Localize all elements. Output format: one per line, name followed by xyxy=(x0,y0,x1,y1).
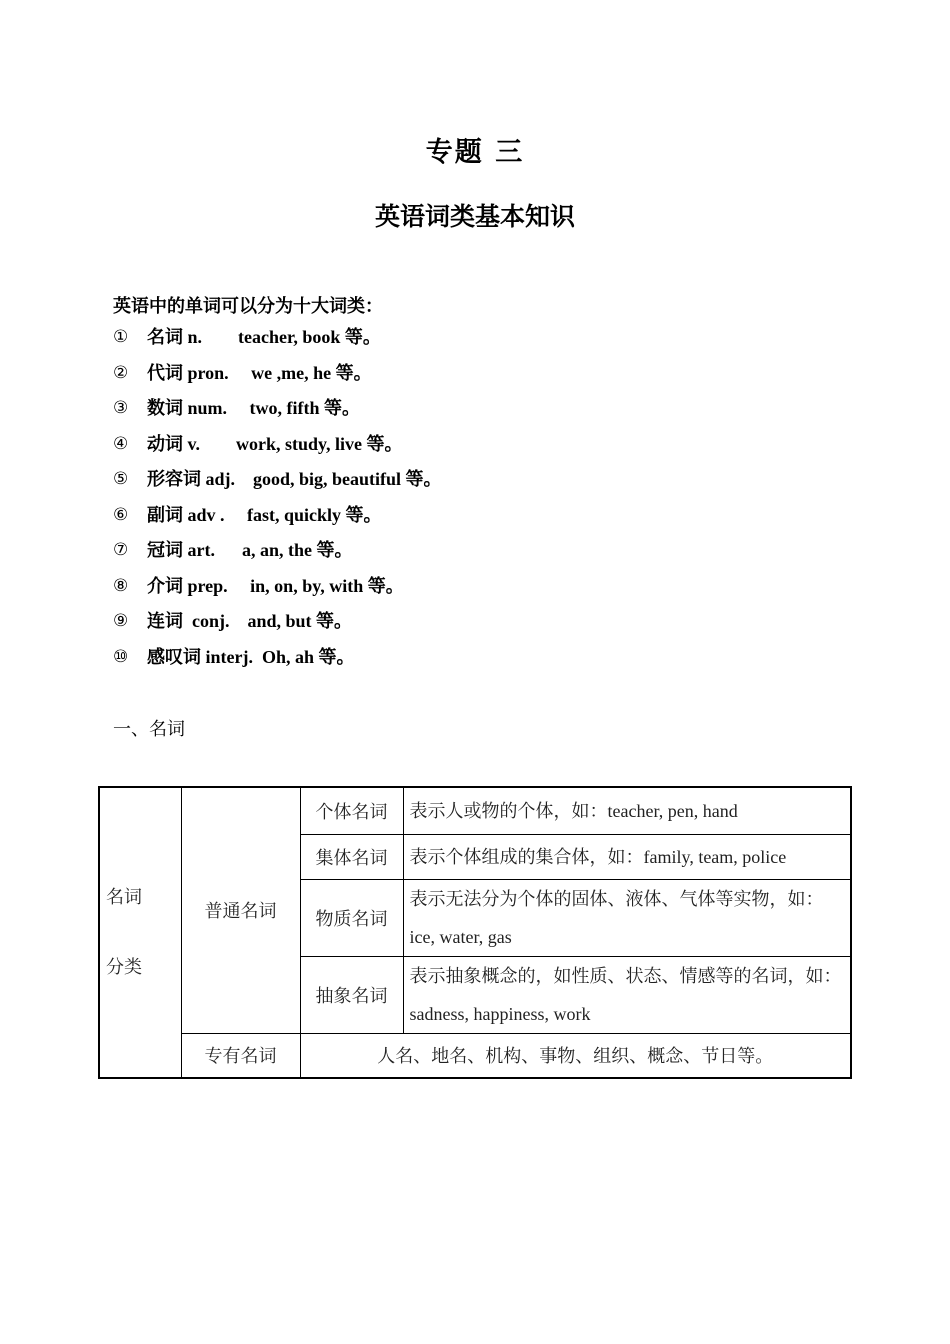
list-number: ② xyxy=(113,362,129,383)
list-item xyxy=(113,394,442,430)
list-item xyxy=(113,323,442,359)
list-text: 动词 v. work, study, live 等。 xyxy=(147,433,403,454)
noun-type-cell: 抽象名词 xyxy=(300,956,403,1033)
list-text: 冠词 art. a, an, the 等。 xyxy=(147,540,353,560)
page-subtitle: 英语词类基本知识 xyxy=(374,202,575,231)
list-number: ⑩ xyxy=(113,646,129,667)
list-item xyxy=(113,465,442,501)
list-number: ⑨ xyxy=(113,611,129,631)
list-item xyxy=(113,359,442,395)
list-number: ⑤ xyxy=(113,469,129,489)
list-item xyxy=(113,430,442,466)
list-text: 代词 pron. we ,me, he 等。 xyxy=(147,362,372,383)
list-number: ⑧ xyxy=(113,575,129,596)
noun-type-cell: 集体名词 xyxy=(300,834,403,879)
proper-noun-cell: 专有名词 xyxy=(181,1033,300,1078)
list-text: 感叹词 interj. Oh, ah 等。 xyxy=(147,646,355,667)
list-number: ⑥ xyxy=(113,504,129,525)
category-cell xyxy=(99,787,181,1078)
intro-text: 英语中的单词可以分为十大词类： xyxy=(113,296,383,317)
list-text: 连词 conj. and, but 等。 xyxy=(147,611,353,631)
noun-type-cell: 个体名词 xyxy=(300,787,403,834)
list-text: 名词 n. teacher, book 等。 xyxy=(147,327,381,347)
list-text: 副词 adv . fast, quickly 等。 xyxy=(147,504,382,525)
list-text: 形容词 adj. good, big, beautiful 等。 xyxy=(147,469,442,489)
proper-noun-desc-cell: 人名、地名、机构、事物、组织、概念、节日等。 xyxy=(300,1033,851,1078)
noun-desc-cell: 表示人或物的个体，如：teacher, pen, hand xyxy=(403,787,851,834)
noun-desc-cell: 表示个体组成的集合体，如：family, team, police xyxy=(403,834,851,879)
list-number: ⑦ xyxy=(113,540,129,560)
list-item xyxy=(113,607,442,643)
list-item xyxy=(113,572,442,608)
section-heading: 一、名词 xyxy=(113,719,185,740)
list-text: 数词 num. two, fifth 等。 xyxy=(147,398,361,418)
list-number: ① xyxy=(113,327,129,347)
parts-of-speech-list xyxy=(113,323,442,678)
common-noun-cell: 普通名词 xyxy=(181,787,300,1033)
category-label-line1: 名词 xyxy=(106,886,142,908)
list-number: ④ xyxy=(113,433,129,454)
list-item xyxy=(113,536,442,572)
list-item xyxy=(113,643,442,679)
category-label-line2: 分类 xyxy=(106,956,142,978)
noun-classification-table xyxy=(98,786,852,1079)
page-title: 专题 三 xyxy=(425,137,525,168)
noun-desc-cell: 表示无法分为个体的固体、液体、气体等实物，如：ice, water, gas xyxy=(403,879,851,956)
list-number: ③ xyxy=(113,398,129,418)
list-item xyxy=(113,501,442,537)
list-text: 介词 prep. in, on, by, with 等。 xyxy=(147,575,404,596)
noun-desc-cell: 表示抽象概念的，如性质、状态、情感等的名词，如：sadness, happiness, work xyxy=(403,956,851,1033)
noun-type-cell: 物质名词 xyxy=(300,879,403,956)
